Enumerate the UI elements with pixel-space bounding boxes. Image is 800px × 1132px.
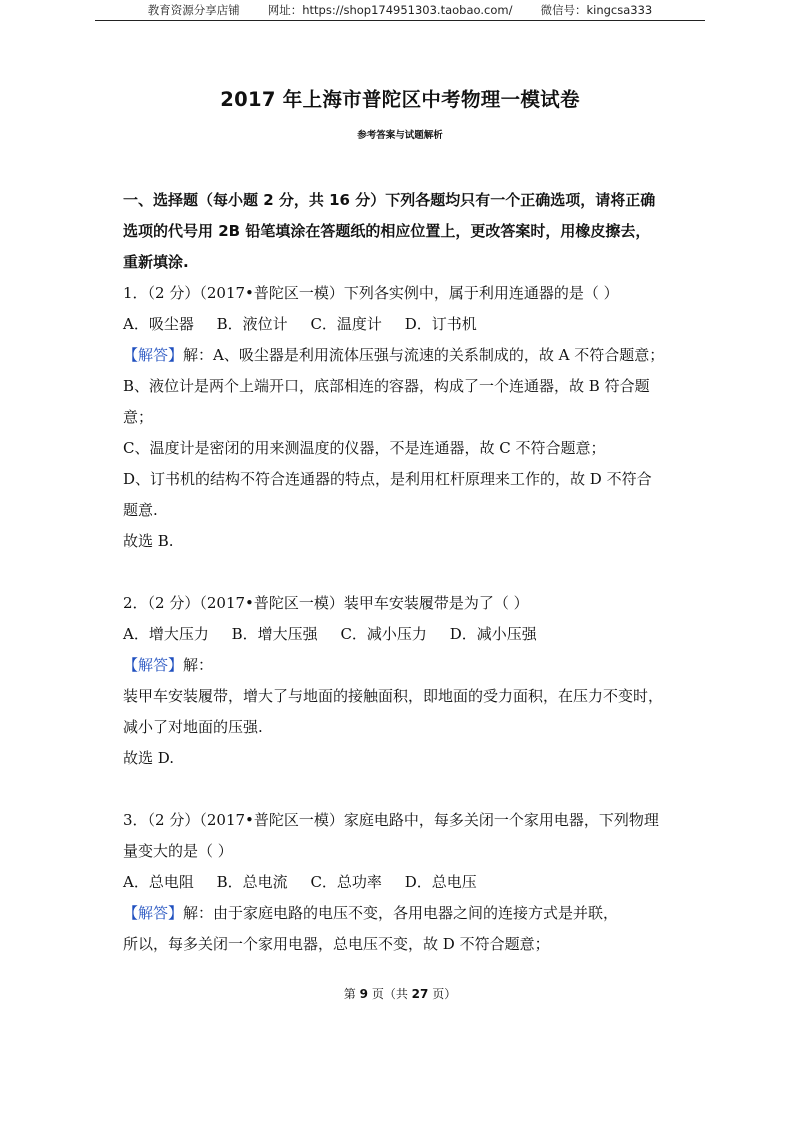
shop-url: 网址：https://shop174951303.taobao.com/ — [267, 3, 513, 17]
question-3-answer-line — [123, 898, 693, 929]
answer-tag: 【解答】 — [123, 656, 184, 674]
option-b: B．液位计 — [216, 315, 288, 333]
explanation-line: 解：由于家庭电路的电压不变，各用电器之间的连接方式是并联， — [183, 904, 619, 922]
option-d: D．总电压 — [404, 873, 477, 891]
question-1-stem: 1．（2 分）（2017•普陀区一模）下列各实例中，属于利用连通器的是（ ） — [123, 284, 619, 302]
option-a: A．吸尘器 — [123, 315, 194, 333]
question-3-stem-line-1: 3．（2 分）（2017•普陀区一模）家庭电路中，每多关闭一个家用电器，下列物理 — [123, 811, 659, 829]
question-1-answer-line — [123, 340, 693, 371]
question-3-stem-line-2: 量变大的是（ ） — [123, 842, 233, 860]
question-1-options — [123, 309, 693, 340]
option-b: B．总电流 — [216, 873, 288, 891]
option-c: C．减小压力 — [340, 625, 427, 643]
question-2-options — [123, 619, 693, 650]
explanation-line: C、温度计是密闭的用来测温度的仪器，不是连通器，故 C 不符合题意； — [123, 439, 606, 457]
section-heading-line-2: 选项的代号用 2B 铅笔填涂在答题纸的相应位置上，更改答案时，用橡皮擦去， — [123, 222, 651, 240]
answer-choice: 故选 D. — [123, 749, 175, 767]
explanation-line: 题意. — [123, 501, 158, 519]
option-a: A．总电阻 — [123, 873, 194, 891]
option-d: D．订书机 — [404, 315, 477, 333]
shop-name: 教育资源分享店铺 — [147, 3, 240, 17]
explanation-line: 解：A、吸尘器是利用流体压强与流速的关系制成的，故 A 不符合题意； — [183, 346, 665, 364]
footer-middle: 页（共 — [371, 987, 408, 1001]
explanation-line: B、液位计是两个上端开口，底部相连的容器，构成了一个连通器，故 B 符合题 — [123, 377, 650, 395]
page-subtitle: 参考答案与试题解析 — [357, 130, 443, 141]
option-c: C．总功率 — [310, 873, 382, 891]
question-2-answer-line — [123, 650, 693, 681]
option-c: C．温度计 — [310, 315, 382, 333]
page-number: 9 — [359, 987, 368, 1001]
answer-tag: 【解答】 — [123, 904, 184, 922]
option-d: D．减小压强 — [449, 625, 537, 643]
explanation-line: 减小了对地面的压强. — [123, 718, 263, 736]
footer-prefix: 第 — [343, 987, 356, 1001]
explanation-line: 所以，每多关闭一个家用电器，总电压不变，故 D 不符合题意； — [123, 935, 550, 953]
page-title: 2017 年上海市普陀区中考物理一模试卷 — [220, 88, 580, 111]
option-b: B．增大压强 — [231, 625, 318, 643]
page-header — [95, 0, 705, 21]
explanation-line: D、订书机的结构不符合连通器的特点，是利用杠杆原理来工作的，故 D 不符合 — [123, 470, 652, 488]
explanation-line: 装甲车安装履带，增大了与地面的接触面积，即地面的受力面积，在压力不变时， — [123, 687, 664, 705]
document-body — [123, 185, 693, 960]
explanation-line: 意； — [123, 408, 154, 426]
page-footer — [0, 985, 800, 1002]
answer-choice: 故选 B. — [123, 532, 174, 550]
page-total: 27 — [411, 987, 429, 1001]
explanation-line: 解： — [183, 656, 214, 674]
answer-tag: 【解答】 — [123, 346, 184, 364]
footer-suffix: 页） — [432, 987, 457, 1001]
question-3-options — [123, 867, 693, 898]
question-2-stem: 2．（2 分）（2017•普陀区一模）装甲车安装履带是为了（ ） — [123, 594, 529, 612]
section-heading-line-3: 重新填涂. — [123, 253, 189, 271]
option-a: A．增大压力 — [123, 625, 209, 643]
wechat-id: 微信号：kingcsa333 — [540, 3, 653, 17]
section-heading-line-1: 一、选择题（每小题 2 分，共 16 分）下列各题均只有一个正确选项，请将正确 — [123, 191, 656, 209]
